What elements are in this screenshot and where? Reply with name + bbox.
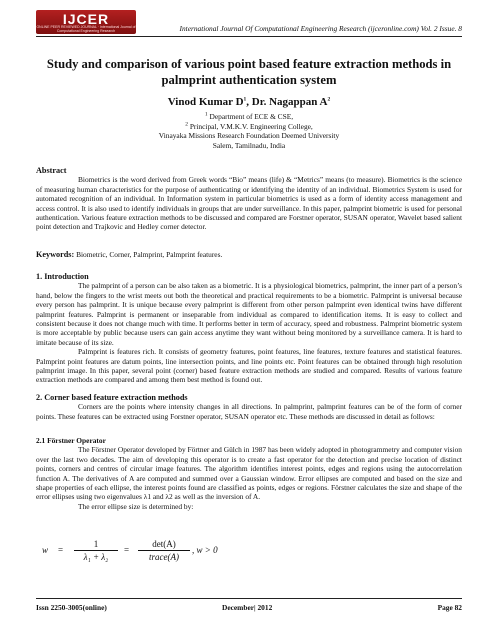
- formula-equals-2: =: [124, 545, 130, 555]
- abstract-section: [36, 166, 462, 232]
- keywords-text: Biometric, Corner, Palmprint, Palmprint features.: [76, 250, 223, 259]
- logo-text: IJCER: [62, 11, 110, 27]
- keywords-section: [36, 250, 462, 259]
- forstner-paragraph-1: The Förstner Operator developed by Förtner and Gülch in 1987 has been widely adopted in photogrammetry and computer vision over the last two decades. The aim of developing this operator is to create a fast operator for the detection and precise location of distinct points, corners and centres of circular image features. The algorithm identifies interest points, edges and regions using the autocorrelation function A. The derivatives of A are computed and summed over a Gaussian window. Error ellipses are computed and based on the size and shape properties of each ellipse, the interest points found are classified as points, edges or regions. Förstner calculates the size and shape of the error ellipses using two eigenvalues λ1 and λ2 as well as the inversion of A.: [36, 445, 462, 502]
- journal-logo: [36, 10, 136, 34]
- affiliation-line-2: [36, 122, 462, 132]
- introduction-paragraph-2: Palmprint is features rich. It consists of geometry features, point features, line features, texture features and statistical features. Palmprint point features are datum points, line intersection points, and line points etc. Point features can be obtained through high resolution palmprint image. In this paper, several point (corner) based feature extraction methods are studied and compared. Results of various feature extraction methods are compared and among them best method is found out.: [36, 347, 462, 385]
- fraction-1-denominator: λ₁ + λ₂: [83, 552, 109, 562]
- author-2-sup: 2: [327, 96, 331, 103]
- corner-methods-section: [36, 393, 462, 421]
- forstner-heading: 2.1 Förstner Operator: [36, 436, 106, 445]
- journal-header: International Journal Of Computational Engineering Research (ijceronline.com) Vol. 2 Issue. 8: [179, 24, 462, 33]
- introduction-heading: 1. Introduction: [36, 272, 89, 281]
- abstract-text: Biometrics is the word derived from Greek words “Bio” means (life) & “Metrics” means (to measure). Biometrics is the science of measuring human characteristics for the purpose of authenticating or identifying the identity of an individual. Biometrics System is used for automated recognition of an individual. In Information system in particular biometrics is used as a form of identity access management and access control. It is also used to identify individuals in groups that are under surveillance. In this paper, palmprint biometric is used for personal authentication. Various feature extraction methods to be discussed and compared are Forstner operator, SUSAN operator, Wavelet based salient point detection and Trajkovic and Hedley corner detector.: [36, 175, 462, 232]
- affiliation-1: Department of ECE & CSE,: [209, 112, 294, 121]
- affiliation-1-sup: 1: [204, 111, 208, 118]
- formula-fraction-1: [74, 538, 118, 563]
- footer-issn: Issn 2250-3005(online): [36, 603, 107, 612]
- forstner-section: [36, 436, 462, 511]
- formula-condition: , w > 0: [192, 545, 218, 555]
- introduction-paragraph-1: The palmprint of a person can be also taken as a biometric. It is a physiological biometrics, palmprint, the inner part of a person’s hand, below the fingers to the wrist meets out both the theoretical and practical requirements to be a biometric. Palmprint is universal because every person has palmprint. It is unique because every palmprint is different from other person palmprint even identical twins have different palmprint features. Palmprint is permanent or inseparable from individual as compared to identification items. It is easy to collect and consistent because it does not change much with time. It performs better in term of accuracy, speed and robustness. Palmprint biometric system is more acceptable by public because users can gain access anytime they want without being monitored by a surveillance camera. It is hard to imitate because of its size.: [36, 281, 462, 347]
- affiliation-2: Principal, V.M.K.V. Engineering College,: [189, 121, 313, 131]
- affiliations: [36, 112, 462, 150]
- author-1: Vinod Kumar D: [167, 96, 244, 108]
- formula-equals-1: =: [58, 545, 64, 555]
- affiliation-line-1: [36, 112, 462, 122]
- affiliation-line-3: Vinayaka Missions Research Foundation Deemed University: [158, 131, 340, 140]
- affiliation-line-4: Salem, Tamilnadu, India: [212, 140, 286, 150]
- corner-methods-paragraph: Corners are the points where intensity changes in all directions. In palmprint, palmprint features can be of the form of corner points. These features can be extracted using Forstner operator, SUSAN operator etc. These methods are discussed in detail as follows:: [36, 402, 462, 421]
- abstract-heading: Abstract: [36, 166, 67, 175]
- formula-fraction-2: [138, 538, 190, 563]
- paper-title: Study and comparison of various point based feature extraction methods in palmprint authentication system: [46, 57, 452, 87]
- affiliation-2-sup: 2: [185, 121, 188, 128]
- logo-subtext: ONLINE PEER REVIEWED JOURNAL · International Journal of Computational Engineering Research: [36, 25, 136, 33]
- fraction-2-numerator: det(A): [138, 538, 190, 551]
- footer-page-number: Page 82: [437, 603, 462, 612]
- introduction-section: [36, 272, 462, 385]
- footer-date: December| 2012: [222, 603, 273, 612]
- fraction-1-numerator: 1: [74, 538, 118, 551]
- formula-lhs: w: [42, 545, 49, 555]
- author-2: Dr. Nagappan A: [251, 96, 328, 108]
- corner-methods-heading: 2. Corner based feature extraction methods: [36, 393, 188, 402]
- keywords-label: Keywords:: [36, 250, 75, 259]
- header-divider: [36, 36, 462, 37]
- author-separator: ,: [246, 96, 252, 108]
- author-1-sup: 1: [243, 96, 247, 103]
- author-line: [36, 96, 462, 108]
- error-ellipse-formula: [36, 534, 256, 574]
- footer-divider: [36, 598, 462, 599]
- forstner-paragraph-2: The error ellipse size is determined by:: [78, 501, 194, 511]
- fraction-2-denominator: trace(A): [149, 552, 179, 562]
